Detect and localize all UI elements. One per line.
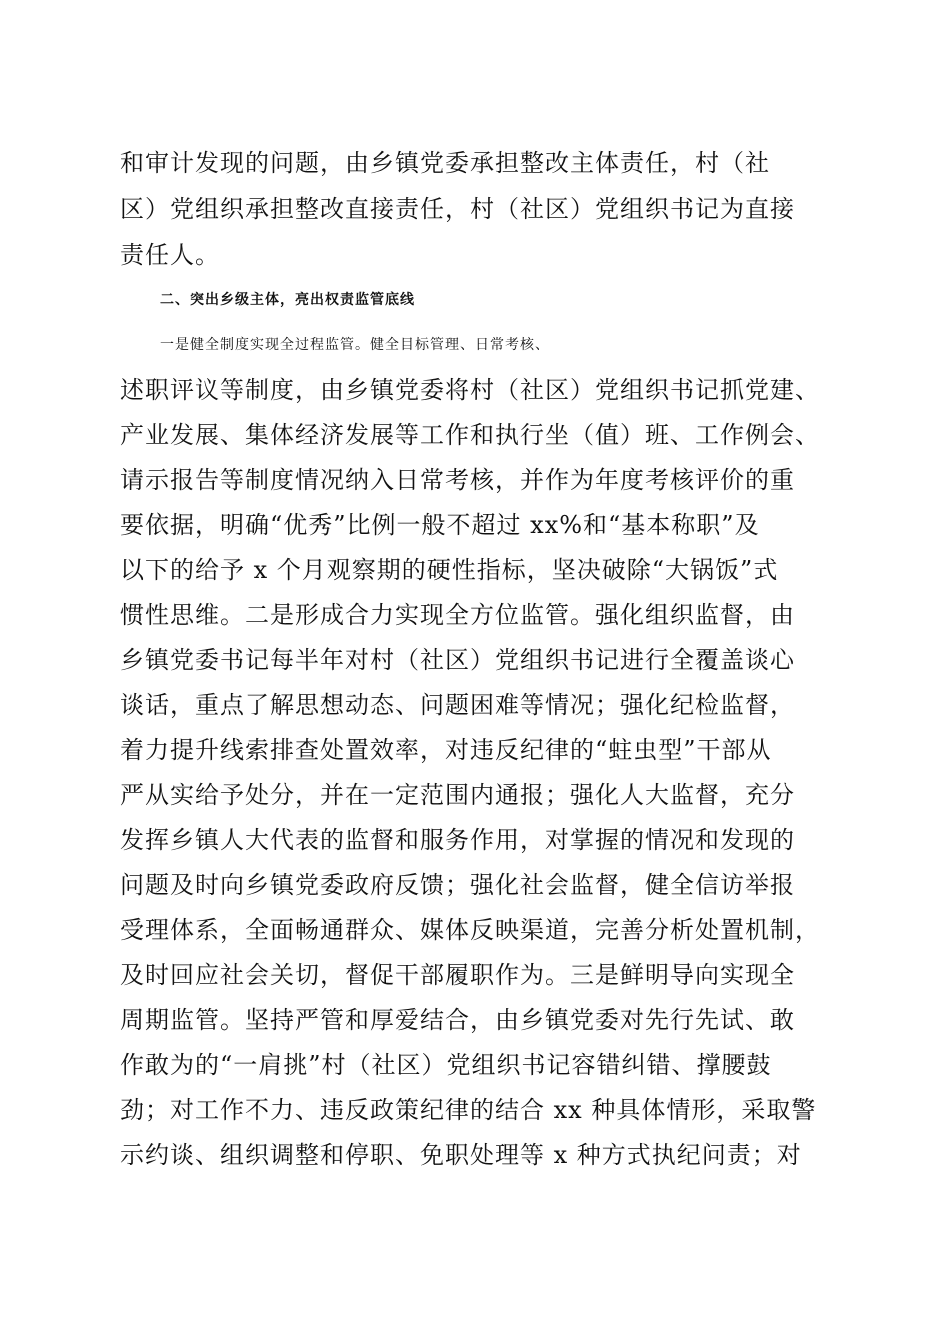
section-heading: 二、突出乡级主体，亮出权责监管底线 [160,292,415,308]
text-line: 劲；对工作不力、违反政策纪律的结合 xx 种具体情形，采取警 [120,1096,817,1124]
text-line: 责任人。 [120,241,220,269]
text-line: 问题及时向乡镇党委政府反馈；强化社会监督，健全信访举报 [120,871,795,899]
text-line: 谈话，重点了解思想动态、问题困难等情况；强化纪检监督， [120,691,795,719]
text-line: 产业发展、集体经济发展等工作和执行坐（值）班、工作例会、 [120,421,820,449]
text-line: 作敢为的“一肩挑”村（社区）党组织书记容错纠错、撑腰鼓 [120,1051,772,1079]
text-line: 述职评议等制度，由乡镇党委将村（社区）党组织书记抓党建、 [120,376,820,404]
text-line: 一是健全制度实现全过程监管。健全目标管理、日常考核、 [160,337,550,353]
text-line: 受理体系，全面畅通群众、媒体反映渠道，完善分析处置机制， [120,916,820,944]
text-line: 请示报告等制度情况纳入日常考核，并作为年度考核评价的重 [120,466,795,494]
text-line: 发挥乡镇人大代表的监督和服务作用，对掌握的情况和发现的 [120,826,795,854]
text-line: 惯性思维。二是形成合力实现全方位监管。强化组织监督，由 [120,601,795,629]
text-line: 以下的给予 x 个月观察期的硬性指标，坚决破除“大锅饭”式 [120,556,779,584]
text-line: 乡镇党委书记每半年对村（社区）党组织书记进行全覆盖谈心 [120,646,795,674]
text-line: 要依据，明确“优秀”比例一般不超过 xx%和“基本称职”及 [120,511,760,539]
text-line: 着力提升线索排查处置效率，对违反纪律的“蛀虫型”干部从 [120,736,772,764]
text-line: 及时回应社会关切，督促干部履职作为。三是鲜明导向实现全 [120,961,795,989]
text-line: 周期监管。坚持严管和厚爱结合，由乡镇党委对先行先试、敢 [120,1006,795,1034]
text-line: 区）党组织承担整改直接责任，村（社区）党组织书记为直接 [120,195,795,223]
text-line: 严从实给予处分，并在一定范围内通报；强化人大监督，充分 [120,781,795,809]
text-line: 和审计发现的问题，由乡镇党委承担整改主体责任，村（社 [120,149,770,177]
text-line: 示约谈、组织调整和停职、免职处理等 x 种方式执纪问责；对 [120,1141,802,1169]
